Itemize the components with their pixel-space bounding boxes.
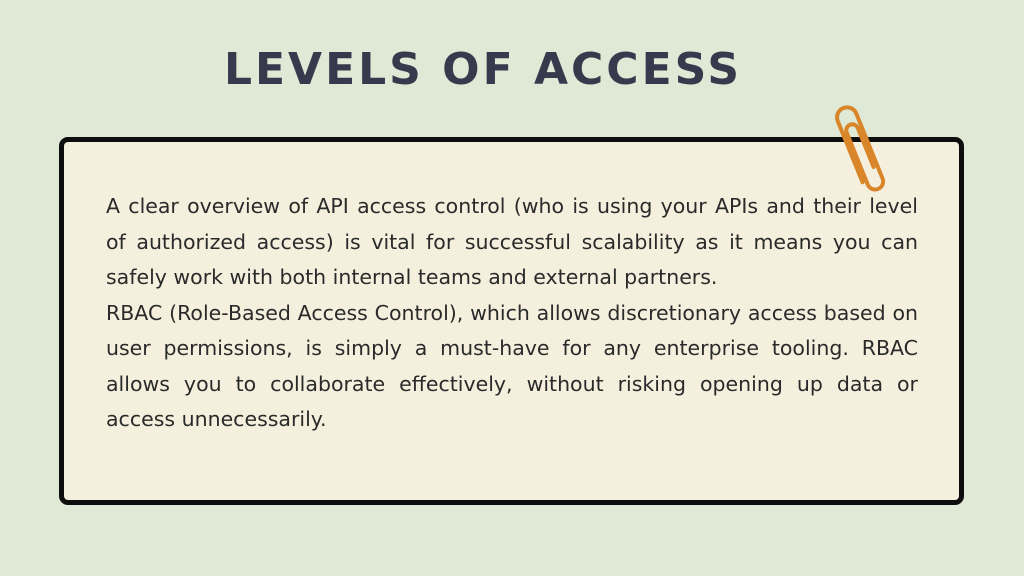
paragraph-api-access-control: A clear overview of API access control (who is using your APIs and their level of authorized access) is vital for successful scalability as it means you can safely work with both internal teams and external partners. (106, 194, 918, 289)
paperclip-icon (826, 100, 888, 200)
paragraph-rbac: RBAC (Role-Based Access Control), which allows discretionary access based on user permissions, is simply a must-have for any enterprise tooling. RBAC allows you to collaborate effectively, without risking opening up data or access unnecessarily. (106, 300, 918, 431)
slide-title: LEVELS OF ACCESS (223, 44, 743, 95)
card-body (106, 189, 918, 438)
